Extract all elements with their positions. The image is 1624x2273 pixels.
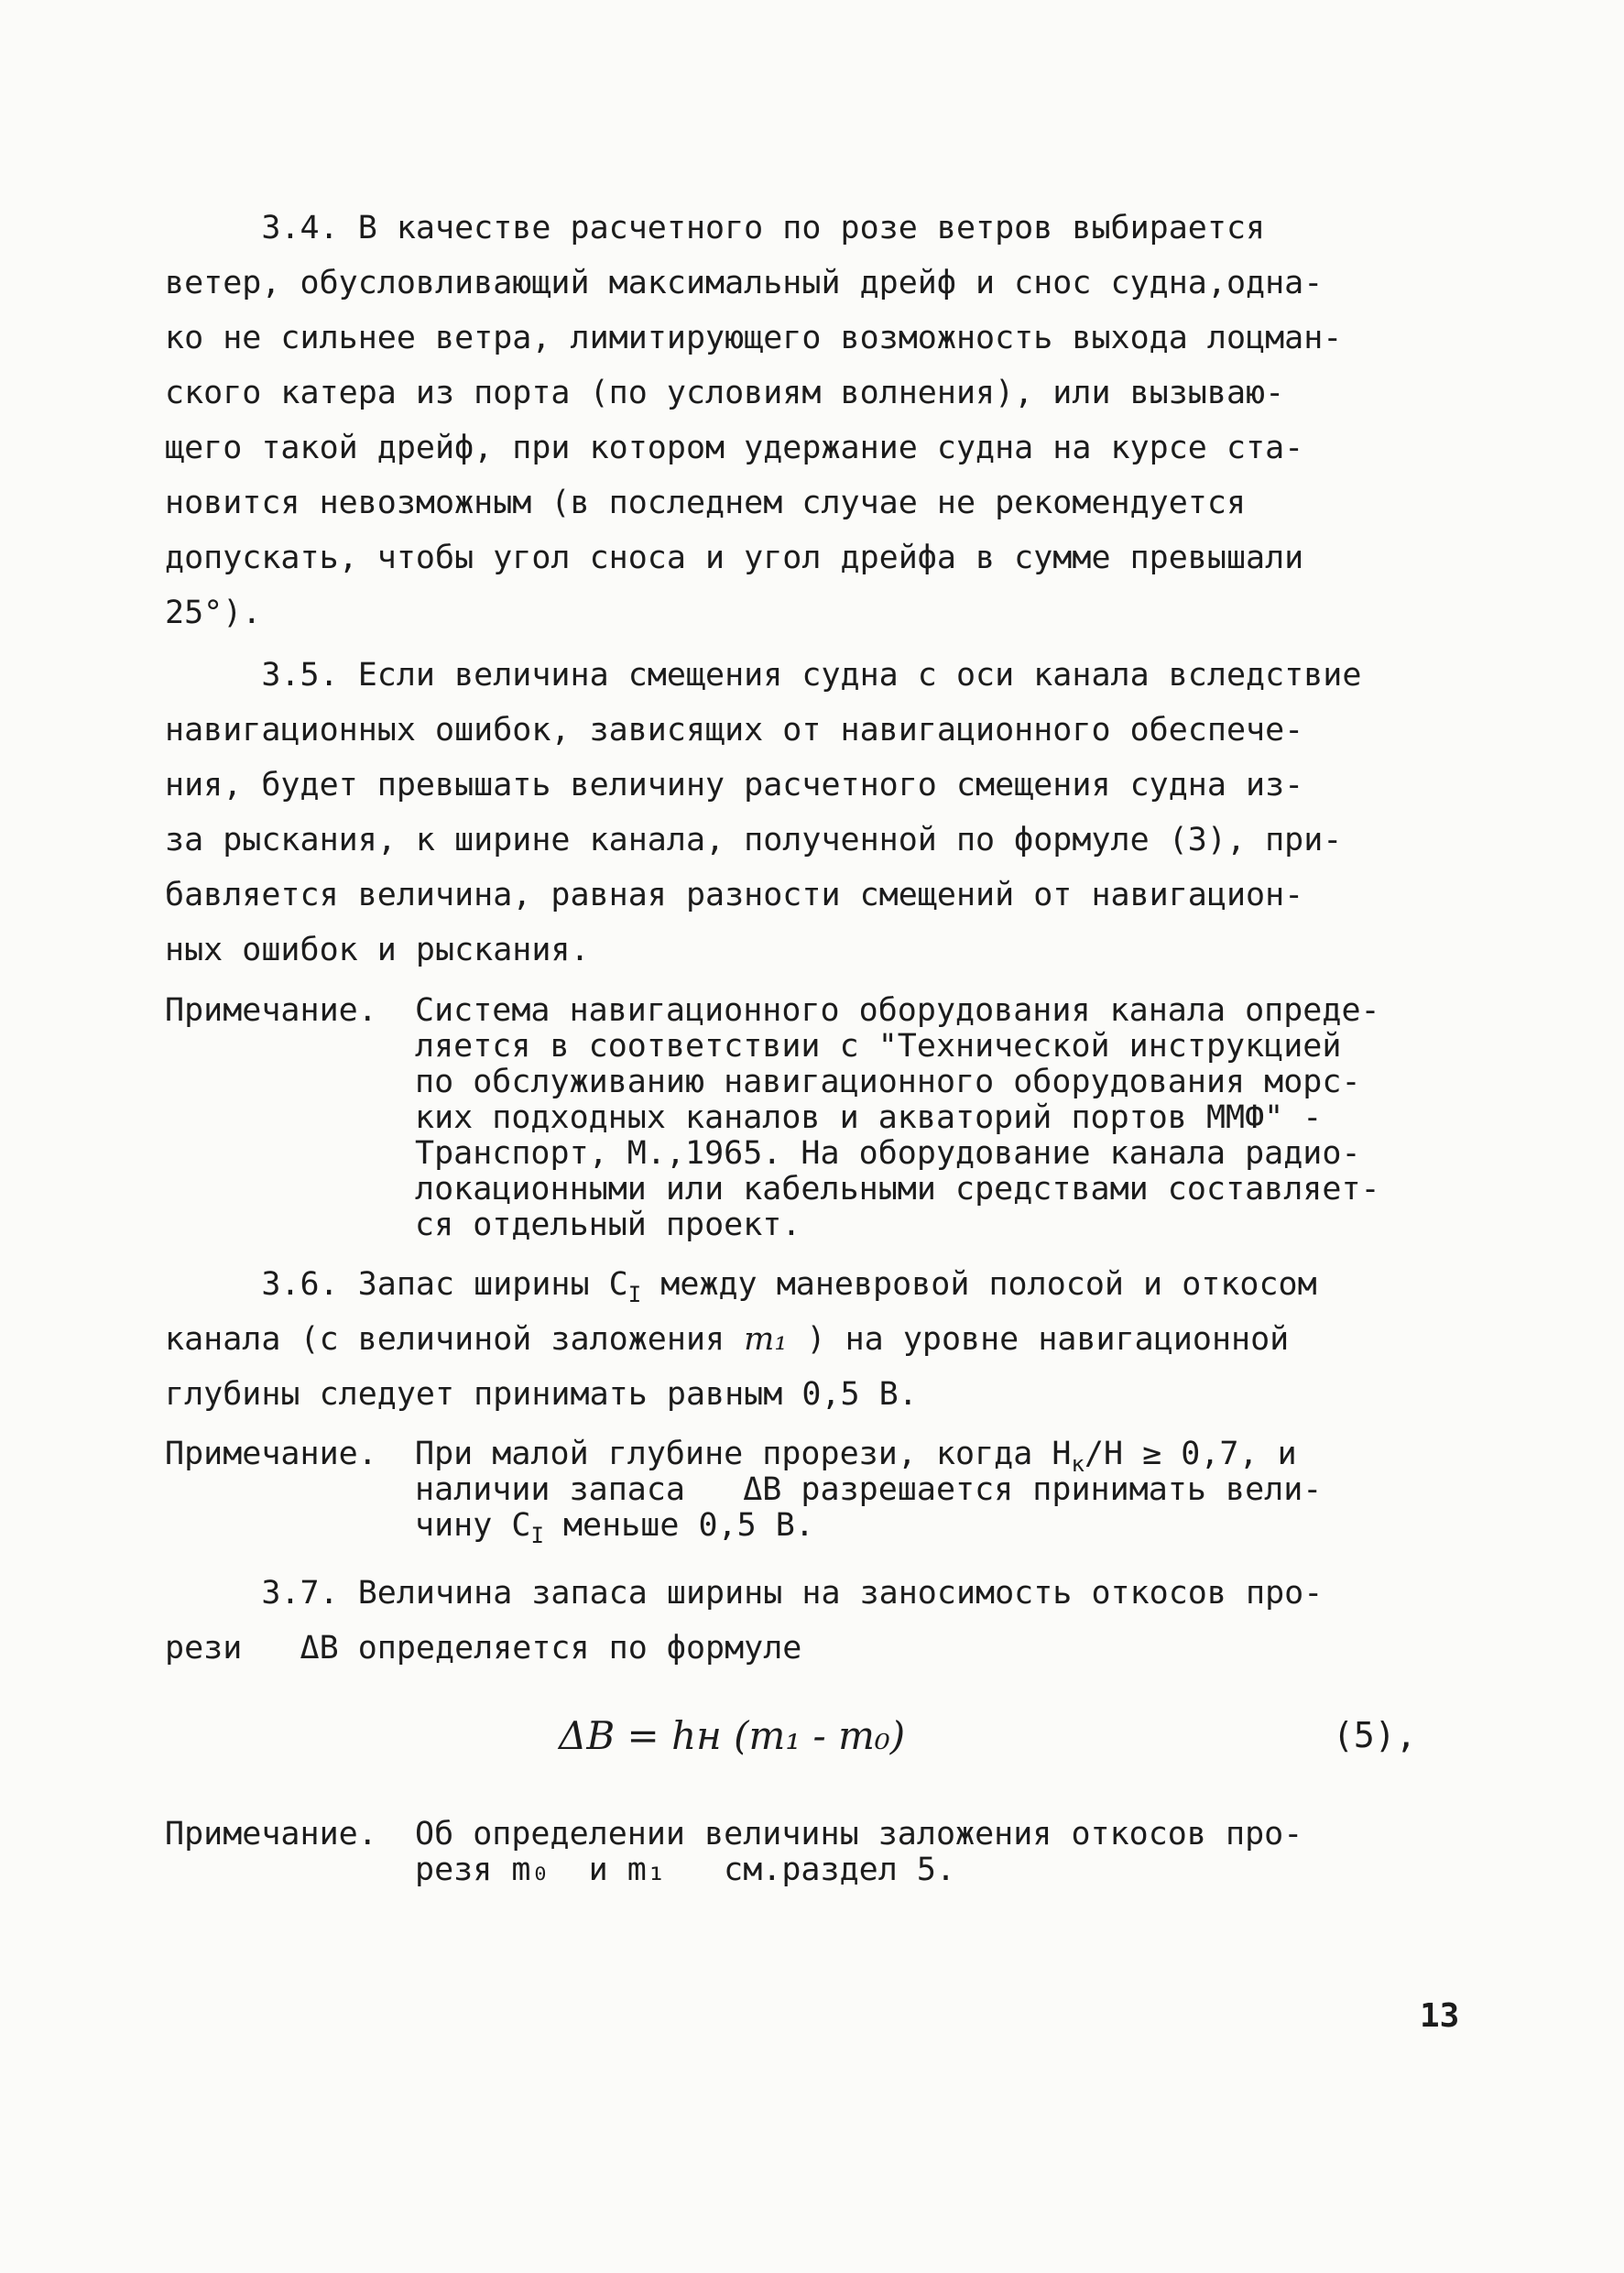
text-span: канала (с величиной заложения xyxy=(165,1321,745,1358)
text-span: /H ≥ 0,7, и xyxy=(1084,1436,1297,1472)
text-line: бавляется величина, равная разности смещений от навигацион- xyxy=(165,877,1304,913)
text-span: При малой глубине прорези, когда H xyxy=(415,1436,1072,1472)
page-number: 13 xyxy=(1420,1997,1460,2035)
note-line: по обслуживанию навигационного оборудования морс- xyxy=(415,1064,1361,1100)
text-span: 3.6. Запас ширины C xyxy=(165,1266,628,1303)
subscript: к xyxy=(1071,1451,1084,1477)
text-line: глубины следует принимать равным 0,5 В. xyxy=(165,1376,918,1413)
text-line: 3.4. В качестве расчетного по розе ветров выбирается xyxy=(165,210,1266,246)
text-span: ) на уровне навигационной xyxy=(787,1321,1290,1358)
subscript: I xyxy=(530,1523,544,1548)
note-line: наличии запаса ΔВ разрешается принимать вели- xyxy=(415,1471,1323,1508)
text-span: меньше 0,5 В. xyxy=(543,1507,814,1544)
note-line xyxy=(415,1507,814,1548)
text-line: за рыскания, к ширине канала, полученной по формуле (3), при- xyxy=(165,822,1343,858)
note-line: локационными или кабельными средствами составляет- xyxy=(415,1171,1380,1208)
text-line: 3.5. Если величина смещения судна с оси канала вследствие xyxy=(165,657,1362,694)
text-span: чину C xyxy=(415,1507,531,1544)
math-symbol: m₁ xyxy=(744,1321,788,1358)
text-line: навигационных ошибок, зависящих от навигационного обеспече- xyxy=(165,712,1304,749)
formula-5: ΔB = hн (m₁ - m₀) xyxy=(559,1713,906,1758)
note-line: Система навигационного оборудования канала опреде- xyxy=(415,992,1380,1029)
text-line: ко не сильнее ветра, лимитирующего возможность выхода лоцман- xyxy=(165,320,1343,356)
text-line: 25°). xyxy=(165,595,262,631)
formula-number: (5), xyxy=(1333,1715,1417,1755)
note-line: резя m₀ и m₁ см.раздел 5. xyxy=(415,1852,956,1888)
note-line: ляется в соответствии с "Технической инструкцией xyxy=(415,1028,1342,1065)
text-line: ветер, обусловливающий максимальный дрейф и снос судна,одна- xyxy=(165,265,1324,301)
text-line: ния, будет превышать величину расчетного смещения судна из- xyxy=(165,767,1304,803)
text-line: ского катера из порта (по условиям волнения), или вызываю- xyxy=(165,375,1285,411)
note-line: Транспорт, М.,1965. На оборудование канала радио- xyxy=(415,1135,1361,1172)
note-line: ких подходных каналов и акваторий портов ММФ" - xyxy=(415,1099,1323,1136)
note-line: Об определении величины заложения откосов про- xyxy=(415,1816,1303,1852)
text-line: ных ошибок и рыскания. xyxy=(165,932,590,968)
text-line: допускать, чтобы угол сноса и угол дрейфа в сумме превышали xyxy=(165,540,1304,576)
note-label: Примечание. xyxy=(165,1436,377,1472)
note-line: ся отдельный проект. xyxy=(415,1207,801,1243)
subscript: I xyxy=(627,1282,642,1307)
text-line: рези ΔВ определяется по формуле xyxy=(165,1630,802,1667)
text-line: 3.7. Величина запаса ширины на заносимость откосов про- xyxy=(165,1575,1324,1612)
text-line: новится невозможным (в последнем случае не рекомендуется xyxy=(165,485,1247,521)
note-line xyxy=(415,1438,1297,1475)
text-line: щего такой дрейф, при котором удержание судна на курсе ста- xyxy=(165,430,1304,466)
text-span: между маневровой полосой и откосом xyxy=(641,1266,1317,1303)
text-line xyxy=(165,1321,1290,1358)
note-label: Примечание. xyxy=(165,992,377,1029)
note-label: Примечание. xyxy=(165,1816,377,1852)
text-line xyxy=(165,1266,1317,1307)
